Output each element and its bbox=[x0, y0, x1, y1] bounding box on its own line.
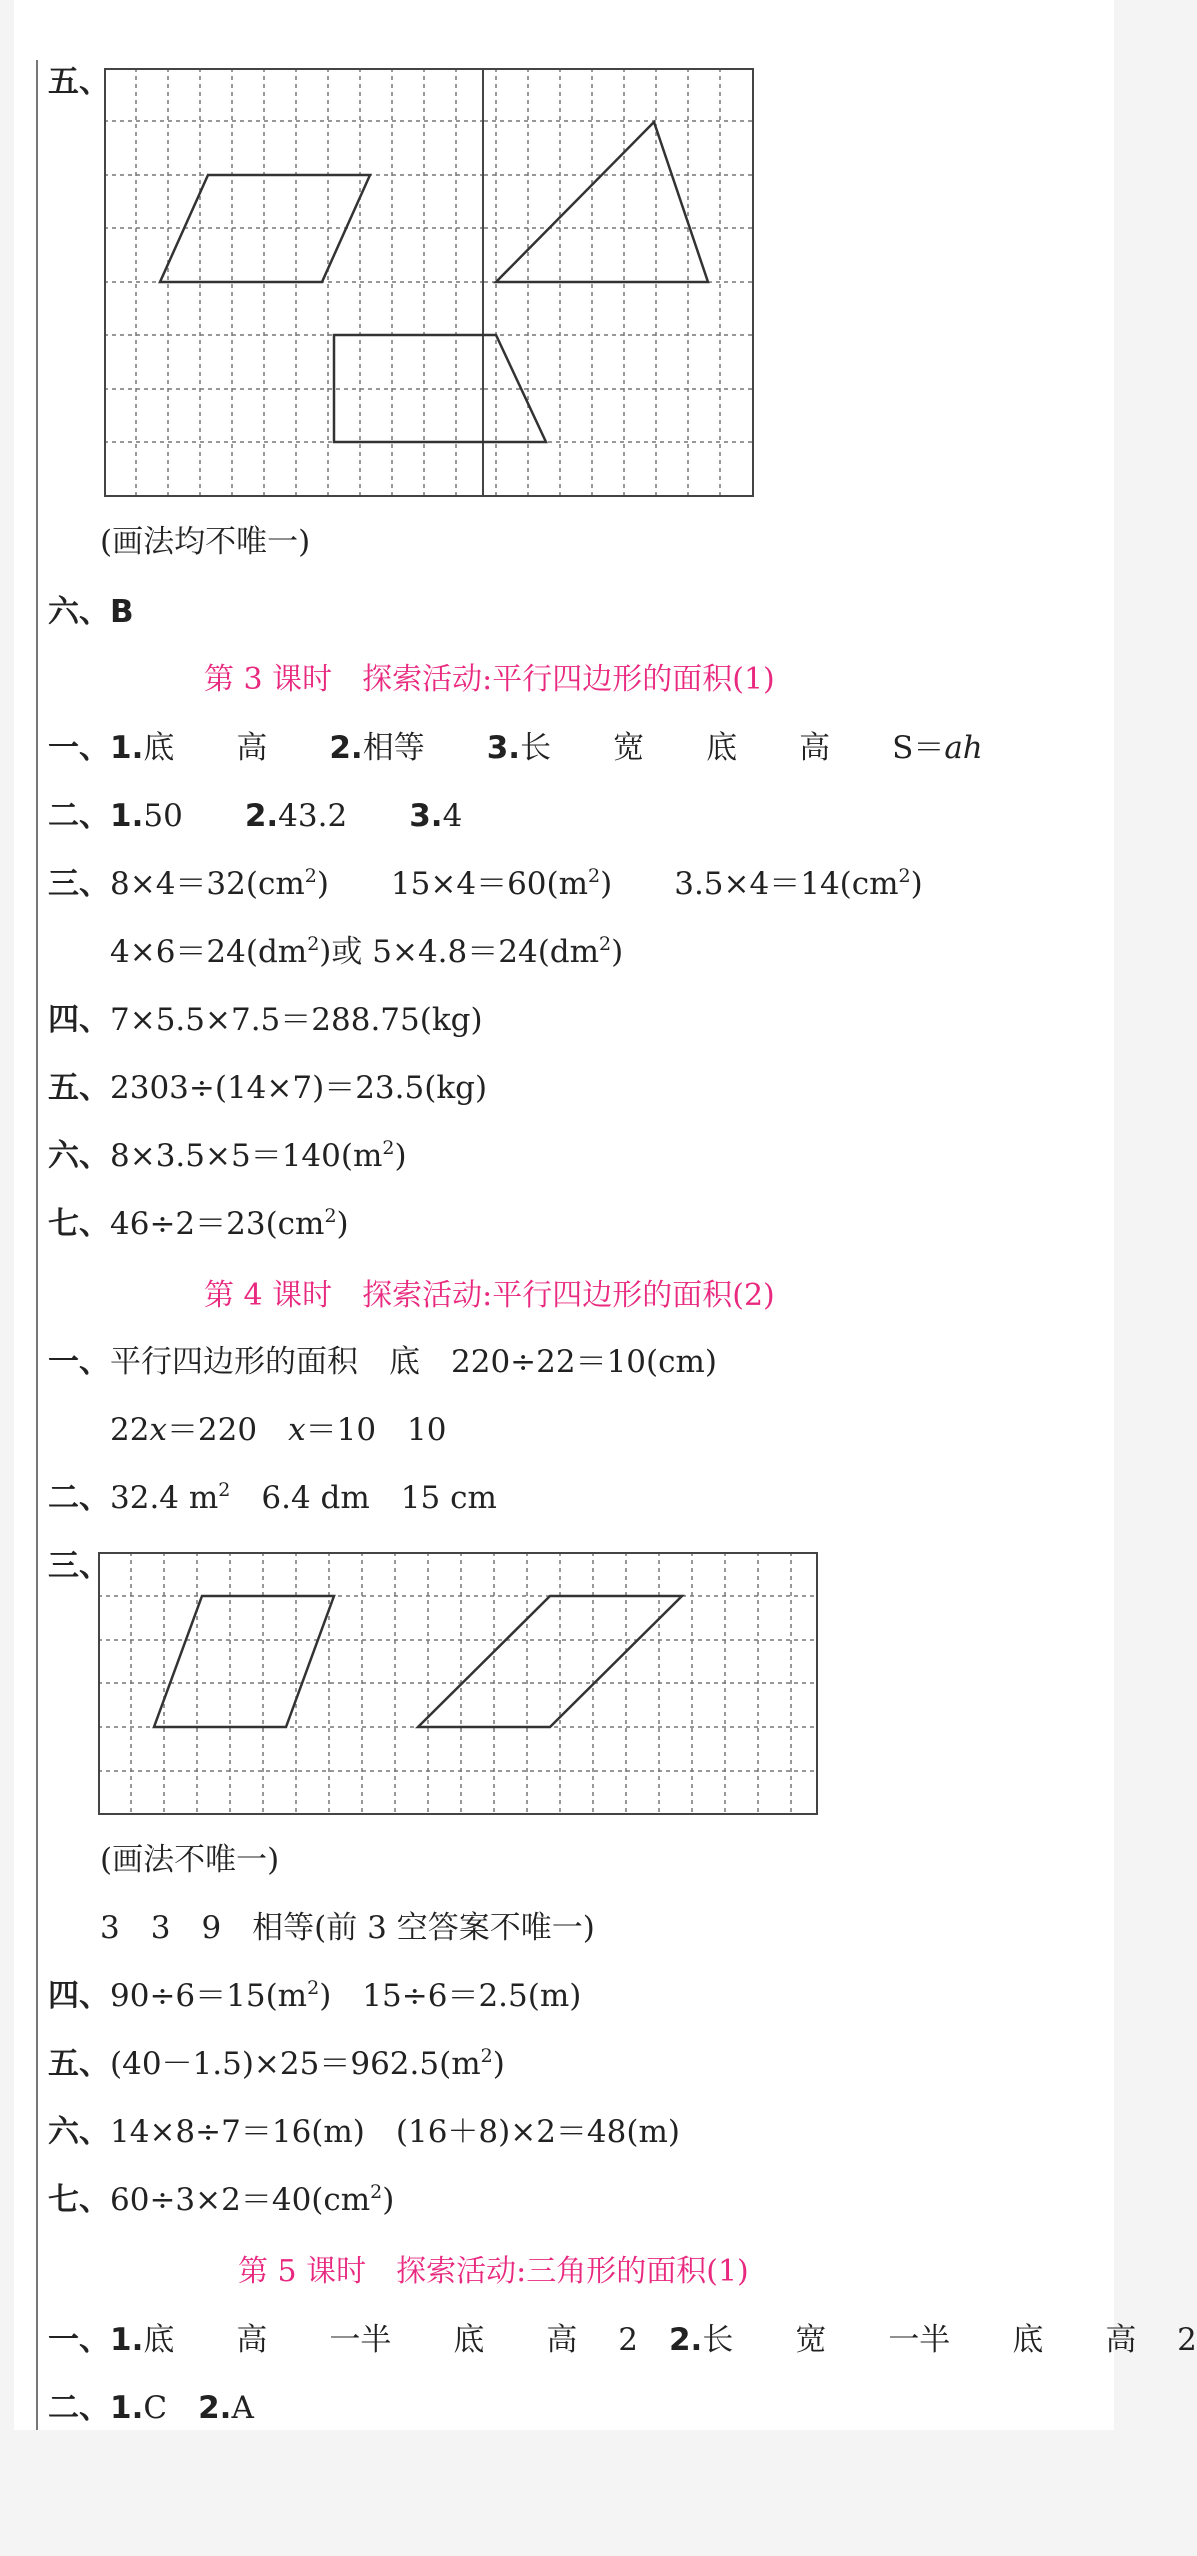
lesson5-title: 第 5 课时 探索活动:三角形的面积(1) bbox=[238, 2254, 749, 2289]
margin-rule bbox=[36, 60, 38, 2430]
parallelogram-a-shape bbox=[154, 1596, 334, 1727]
part-five-note: (画法均不唯一) bbox=[100, 524, 311, 560]
lesson4-q1-line2: 22x＝220 x＝10 10 bbox=[110, 1412, 447, 1448]
lesson5-q2: 二、1.C 2.A bbox=[48, 2390, 254, 2426]
lesson3-q5: 五、2303÷(14×7)＝23.5(kg) bbox=[48, 1070, 488, 1106]
lesson3-q6: 六、$8\times 3.5\times 5=140(m^2)$ bbox=[48, 1137, 407, 1174]
lesson4-q3-label: 三、 bbox=[48, 1548, 110, 1584]
lesson4-q3-note: (画法不唯一) bbox=[100, 1842, 280, 1878]
lesson4-title: 第 4 课时 探索活动:平行四边形的面积(2) bbox=[204, 1278, 775, 1313]
grid-figure-parallelograms bbox=[98, 1552, 818, 1816]
lesson5-q1: 一、1.底 高 一半 底 高 2 2.长 宽 一半 底 高 2 bbox=[48, 2322, 1197, 2358]
part-six-answer: 六、B bbox=[48, 594, 134, 630]
lesson4-q2: 二、32.4 $m^2$ 6.4 dm 15 cm bbox=[48, 1479, 497, 1516]
shapes-overlay bbox=[104, 68, 756, 498]
lesson4-q4: 四、$90\div 6=15(m^2)$ 15÷6＝2.5(m) bbox=[48, 1977, 582, 2014]
triangle-shape bbox=[496, 122, 708, 282]
part-five-label: 五、 bbox=[48, 64, 110, 100]
answer-page bbox=[14, 0, 1197, 2430]
lesson4-q5: 五、$(40-1.5)\times 25=962.5(m^2)$ bbox=[48, 2045, 505, 2082]
lesson4-q6: 六、14×8÷7＝16(m) (16＋8)×2＝48(m) bbox=[48, 2114, 680, 2150]
lesson3-title: 第 3 课时 探索活动:平行四边形的面积(1) bbox=[204, 662, 775, 697]
lesson3-q3-line2: $4\times 6=24(dm^2)$或 $5\times 4.8=24(dm^2)$ bbox=[110, 933, 624, 970]
lesson3-q3-line1: 三、$8\times 4=32(cm^2)$ $15\times 4=60(m^2)$ $3.5\times 4=14(cm^2)$ bbox=[48, 865, 923, 902]
lesson4-q7: 七、$60\div 3\times 2=40(cm^2)$ bbox=[48, 2181, 395, 2218]
lesson4-q1-line1: 一、平行四边形的面积 底 220÷22＝10(cm) bbox=[48, 1344, 717, 1380]
lesson3-q1: 一、1.底 高 2.相等 3.长 宽 底 高 S＝ah bbox=[48, 730, 983, 766]
parallelogram-b-shape bbox=[418, 1596, 682, 1727]
lesson3-q7: 七、$46\div 2=23(cm^2)$ bbox=[48, 1205, 349, 1242]
trapezoid-shape bbox=[334, 335, 546, 442]
lesson3-q4: 四、7×5.5×7.5＝288.75(kg) bbox=[48, 1002, 483, 1038]
lesson4-q3-answer: 3 3 9 相等(前 3 空答案不唯一) bbox=[100, 1910, 595, 1946]
lesson3-q2: 二、1.50 2.43.2 3.4 bbox=[48, 798, 463, 834]
